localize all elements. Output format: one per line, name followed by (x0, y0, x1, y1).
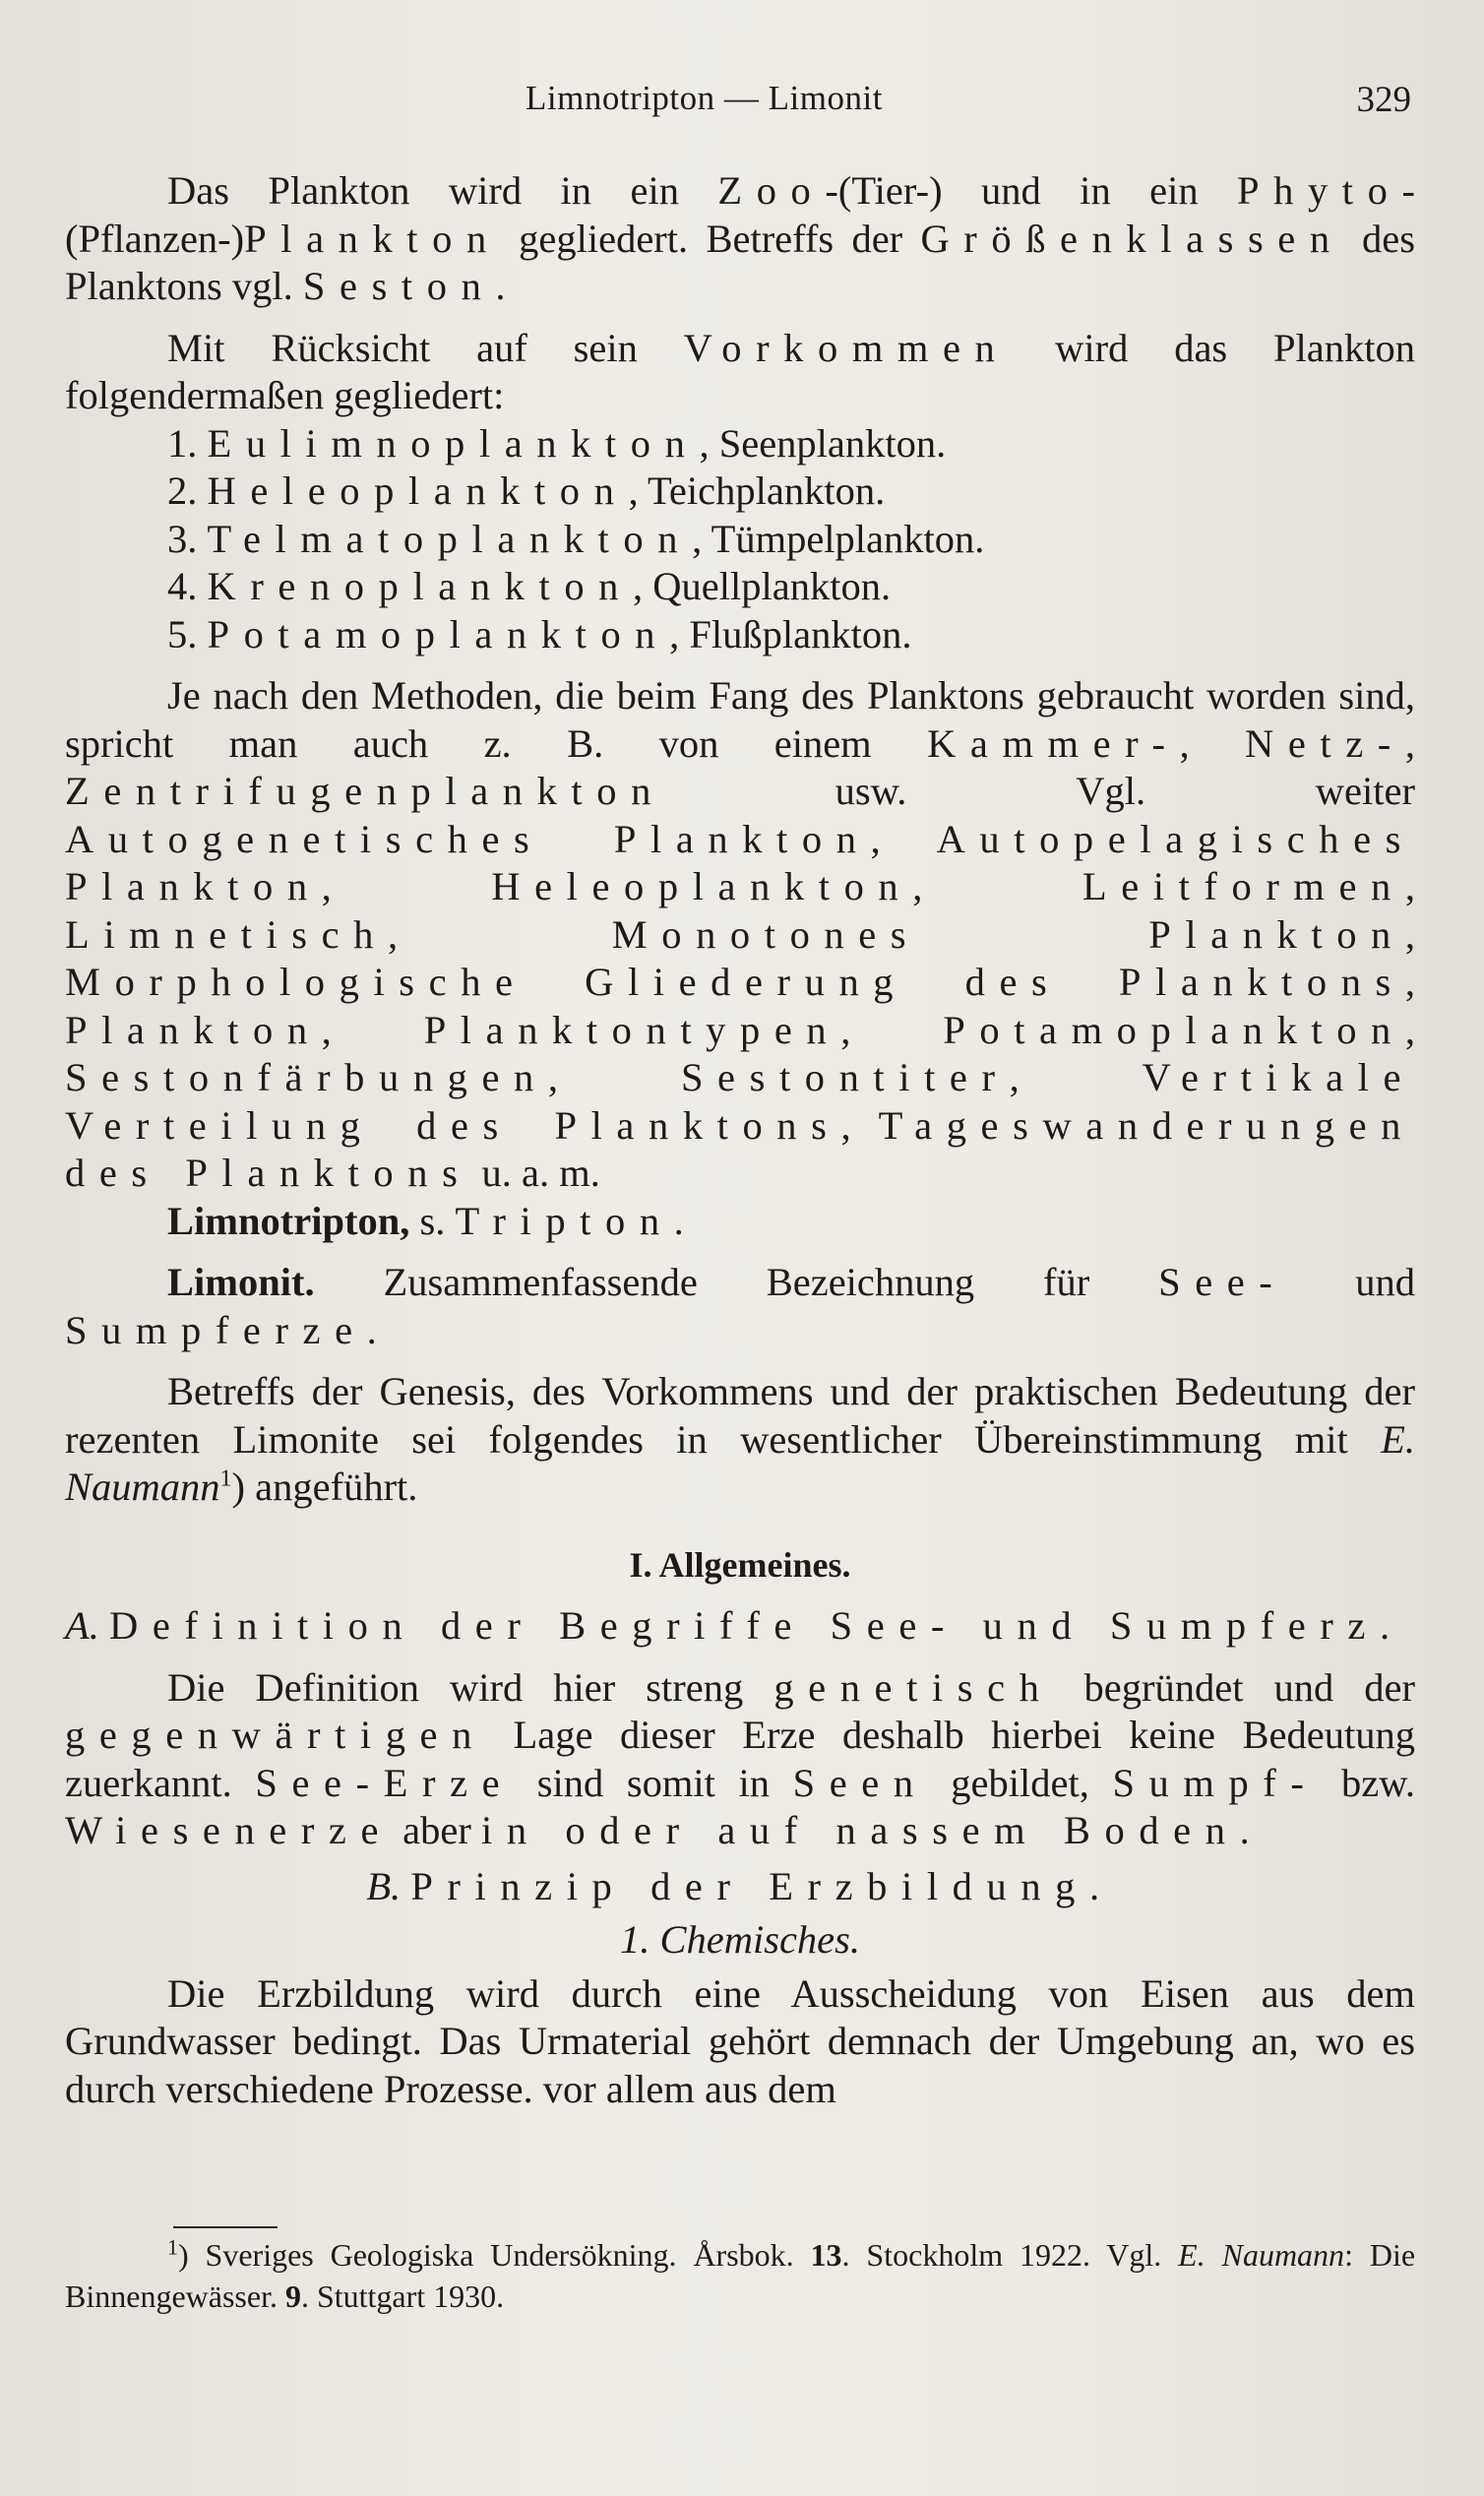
text: , (1404, 911, 1415, 957)
text: . (495, 264, 506, 308)
spaced-term: Autopelagisches Plankton (65, 816, 1415, 908)
section-letter: B. (366, 1863, 402, 1908)
volume-number: 9 (284, 2278, 301, 2314)
text: , (1404, 1007, 1416, 1052)
spaced-term: Phyto (1237, 168, 1402, 213)
spaced-term: Größenklassen (920, 216, 1344, 261)
list-number: 2. (167, 468, 198, 513)
text: , Seenplankton. (699, 420, 947, 466)
paragraph-vorkommen (65, 325, 1415, 420)
text: . Stockholm 1922. Vgl. (841, 2237, 1162, 2273)
spaced-term: Potamoplankton (943, 1007, 1405, 1052)
list-item (65, 468, 1415, 516)
text: Je nach den Methoden, die beim Fang des Planktons gebraucht worden sind, spricht man auch z. B. von einem (65, 673, 1415, 766)
spaced-term: Plankton (244, 216, 501, 261)
list-item (65, 516, 1415, 564)
text: , (1009, 1055, 1143, 1099)
text: , Flußplankton. (669, 611, 912, 656)
text: -(Pflanzen-) (65, 168, 1415, 261)
text: . Stuttgart 1930. (300, 2278, 505, 2314)
spaced-term: Sumpf- (1112, 1760, 1319, 1805)
spaced-term: Autogenetisches Plankton (65, 816, 871, 861)
paragraph-erzbildung: Die Erzbildung wird durch eine Ausscheidung von Eisen aus dem Grundwasser bedingt. Das Urmaterial gehört demnach der Umgebung an, wo es durch verschiedene Prozesse. vor allem aus dem (65, 1970, 1415, 2111)
text: . (366, 1307, 377, 1352)
text: , (870, 816, 937, 861)
section-heading-definition (65, 1602, 1415, 1651)
text: ) Sveriges Geologiska Undersökning. Årsbok. (178, 2237, 811, 2273)
text: , (912, 864, 1082, 908)
text: u. a. m. (471, 1151, 600, 1195)
text: begründet und der (1053, 1664, 1415, 1710)
text: Das Plankton wird in ein (167, 168, 718, 213)
spaced-term: Plankton (65, 1007, 322, 1052)
spaced-term: Vorkommen (683, 325, 1010, 370)
spaced-term: Seston (302, 264, 496, 308)
list-number: 3. (167, 516, 198, 561)
entry-limnotripton (65, 1198, 1415, 1246)
spaced-term: Telmatoplankton (207, 516, 693, 561)
entry-limonit (65, 1259, 1415, 1354)
footnote-1 (65, 2234, 1415, 2317)
spaced-term: Limnetisch (65, 911, 389, 957)
spaced-term: Tripton (455, 1198, 674, 1243)
spaced-term: Vertikale Verteilung des Planktons (65, 1055, 1416, 1148)
spaced-term: Potamoplankton (207, 611, 670, 656)
text: , (388, 911, 612, 957)
spaced-term: See- (1158, 1260, 1287, 1304)
author-name: E. Naumann (1178, 2237, 1345, 2273)
paragraph-methods (65, 672, 1415, 1198)
spaced-term: Monotones Plankton (611, 911, 1405, 957)
text: , (1404, 720, 1415, 766)
text: , (840, 1007, 944, 1052)
text: Lage dieser Erze deshalb hierbei keine Bedeutung zuerkannt. (65, 1713, 1415, 1805)
text: , (321, 864, 492, 908)
text: gebildet, (927, 1760, 1113, 1805)
spaced-term: Heleoplankton (207, 468, 629, 513)
text: gegliedert. Betreffs der (500, 216, 921, 261)
spaced-term: Tageswanderungen des Planktons (65, 1102, 1415, 1195)
spaced-term: Prinzip der Erzbildung. (410, 1863, 1114, 1908)
spaced-term: See-Erze (255, 1760, 515, 1805)
text: s. (409, 1198, 456, 1243)
text: , Teichplankton. (628, 468, 886, 513)
spaced-term: gegenwärtigen (65, 1713, 486, 1757)
text: Mit Rücksicht auf sein (167, 325, 684, 370)
text: , (1404, 960, 1415, 1004)
spaced-term: Leitformen (1082, 864, 1405, 908)
spaced-term: Planktontypen (423, 1007, 841, 1052)
section-heading-allgemeines: I. Allgemeines. (629, 1544, 851, 1585)
text: Zusammenfassende Bezeichnung für (314, 1260, 1159, 1304)
list-number: 5. (167, 611, 198, 656)
text: , Quellplankton. (632, 564, 892, 608)
spaced-term: Krenoplankton (207, 564, 633, 608)
section-letter: A. (65, 1603, 99, 1648)
spaced-term: Wiesenerze (65, 1808, 394, 1852)
section-heading-chemisches: 1. Chemisches. (619, 1917, 861, 1962)
list-item (65, 563, 1415, 611)
spaced-term: Definition der Begriffe See- und Sumpferz. (109, 1603, 1404, 1648)
text: : Die Binnengewässer. (65, 2237, 1416, 2314)
text: , Tümpelplankton. (692, 516, 985, 561)
volume-number: 13 (810, 2237, 842, 2273)
spaced-term: Heleoplankton (491, 864, 913, 908)
spaced-term: Netz- (1245, 720, 1405, 766)
spaced-term: Zoo (717, 168, 826, 213)
text: ) angeführt. (231, 1465, 418, 1509)
spaced-term: Zentrifugenplankton (65, 769, 665, 813)
spaced-term: Kammer- (927, 720, 1180, 766)
text: bzw. (1318, 1760, 1415, 1805)
page-body (65, 167, 1415, 2113)
spaced-term: Sestonfärbungen (65, 1055, 548, 1099)
text: Betreffs der Genesis, des Vorkommens und der praktischen Bedeutung der rezenten Limonite sei folgendes in wesentlicher Übereinstimmung mit (65, 1369, 1415, 1462)
text: . (1239, 1808, 1250, 1852)
author-name: E. Naumann (65, 1416, 1415, 1509)
entry-headword: Limnotripton, (167, 1198, 410, 1243)
list-item (65, 420, 1415, 468)
text: , (840, 1102, 879, 1148)
spaced-term: Morphologische Gliederung des Planktons (65, 960, 1405, 1004)
text: , (321, 1007, 424, 1052)
entry-headword: Limonit. (167, 1260, 315, 1304)
text: wird das Plankton folgendermaßen gegliedert: (65, 325, 1416, 417)
text: , (1404, 864, 1415, 908)
spaced-term: Eulimnoplankton (207, 420, 700, 466)
text: , (547, 1055, 681, 1099)
text: -(Tier-) und in ein (825, 168, 1238, 213)
spaced-term: Sestontiter (680, 1055, 1010, 1099)
text: usw. Vgl. weiter (664, 769, 1415, 813)
paragraph-plankton-division (65, 167, 1415, 311)
spaced-term: in oder auf nassem Boden (481, 1808, 1240, 1852)
footnote-ref: 1 (219, 1466, 232, 1492)
text: . (673, 1198, 684, 1243)
footnotes (65, 2234, 1415, 2317)
section-heading-prinzip (65, 1863, 1415, 1911)
text: des Planktons vgl. (65, 216, 1415, 308)
text: Die Definition wird hier streng (167, 1664, 774, 1710)
text: und (1286, 1260, 1415, 1304)
list-item (65, 611, 1415, 659)
footnote-number: 1 (167, 2234, 178, 2260)
footnote-divider (173, 2226, 278, 2228)
list-number: 4. (167, 564, 198, 608)
spaced-term: Seen (792, 1760, 928, 1805)
text: , (1179, 720, 1246, 766)
spaced-term: Sumpferze (65, 1307, 367, 1352)
text: aber (393, 1808, 481, 1852)
page-number: 329 (1356, 80, 1411, 120)
paragraph-definition (65, 1664, 1415, 1855)
page-header (0, 79, 1484, 128)
plankton-type-list (65, 420, 1415, 659)
running-head: Limnotripton — Limonit (526, 79, 883, 117)
spaced-term: genetisch (773, 1664, 1054, 1710)
text: sind somit in (514, 1760, 793, 1805)
paragraph-genesis (65, 1368, 1415, 1512)
list-number: 1. (167, 420, 198, 466)
